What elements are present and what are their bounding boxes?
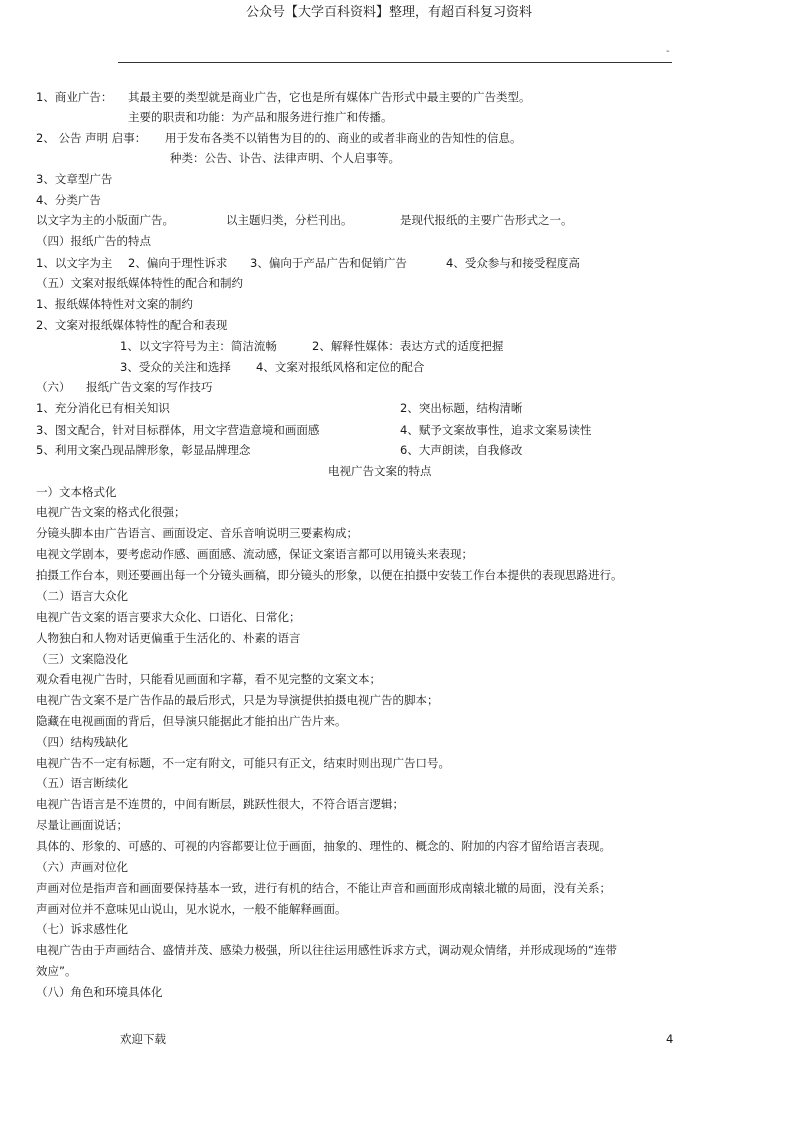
text-line: 4、赋予文案故事性，追求文案易读性 xyxy=(400,423,592,437)
page-number: 4 xyxy=(666,1032,674,1046)
text-line: 声画对位是指声音和画面要保持基本一致，进行有机的结合，不能让声音和画面形成南辕北辙的局面，没有关系； xyxy=(36,881,611,895)
section-heading: （五）文案对报纸媒体特性的配合和制约 xyxy=(36,276,243,290)
text-line: 以主题归类，分栏刊出。 xyxy=(226,213,353,227)
text-line: 4、文案对报纸风格和定位的配合 xyxy=(256,360,425,374)
text-line: 1、以文字为主 xyxy=(36,256,113,270)
header-title: 公众号【大学百科资料】整理，有超百科复习资料 xyxy=(246,5,533,20)
text-line: 3、图文配合，针对目标群体，用文字营造意境和画面感 xyxy=(36,423,320,437)
text-line: 具体的、形象的、可感的、可视的内容都要让位于画面，抽象的、理性的、概念的、附加的内容才留给语言表现。 xyxy=(36,839,611,853)
section-heading: 一）文本格式化 xyxy=(36,485,117,499)
text-line: 效应”。 xyxy=(36,964,77,978)
text-line: 2、偏向于理性诉求 xyxy=(128,256,228,270)
text-line: 分镜头脚本由广告语言、画面设定、音乐音响说明三要素构成； xyxy=(36,526,358,540)
section-heading: （三）文案隐没化 xyxy=(36,652,128,666)
text-line: 人物独白和人物对话更偏重于生活化的、朴素的语言 xyxy=(36,631,301,645)
text-line: 用于发布各类不以销售为目的的、商业的或者非商业的告知性的信息。 xyxy=(165,131,522,145)
text-line: 3、文章型广告 xyxy=(36,172,113,186)
text-line: 5、利用文案凸现品牌形象，彰显品牌理念 xyxy=(36,443,251,457)
text-line: 6、大声朗读，自我修改 xyxy=(400,443,523,457)
section-heading: （四）结构残缺化 xyxy=(36,735,128,749)
text-line: 2、 公告 声明 启事： xyxy=(36,131,147,145)
text-line: 3、受众的关注和选择 xyxy=(120,360,231,374)
header-rule xyxy=(118,62,672,63)
text-line: 1、商业广告： xyxy=(36,90,113,104)
section-title: 电视广告文案的特点 xyxy=(328,464,432,478)
text-line: 4、受众参与和接受程度高 xyxy=(446,256,580,270)
text-line: 拍摄工作台本，则还要画出每一个分镜头画稿，即分镜头的形象，以便在拍摄中安装工作台本提供的表现思路进行。 xyxy=(36,568,623,582)
text-line: 电视广告文案的语言要求大众化、口语化、日常化； xyxy=(36,610,301,624)
text-line: 电视广告不一定有标题，不一定有附文，可能只有正文，结束时则出现广告口号。 xyxy=(36,756,450,770)
text-line: 其最主要的类型就是商业广告，它也是所有媒体广告形式中最主要的广告类型。 xyxy=(128,90,531,104)
header-mark: - xyxy=(666,46,670,57)
text-line: 电视广告语言是不连贯的，中间有断层，跳跃性很大，不符合语言逻辑； xyxy=(36,797,404,811)
text-line: 以文字为主的小版面广告。 xyxy=(36,213,174,227)
section-heading: （四）报纸广告的特点 xyxy=(36,234,151,248)
section-heading: （六） xyxy=(36,380,71,394)
text-line: 1、报纸媒体特性对文案的制约 xyxy=(36,297,193,311)
text-line: 2、文案对报纸媒体特性的配合和表现 xyxy=(36,318,228,332)
text-line: 隐藏在电视画面的背后，但导演只能据此才能拍出广告片来。 xyxy=(36,714,347,728)
text-line: 4、分类广告 xyxy=(36,193,101,207)
text-line: 2、突出标题，结构清晰 xyxy=(400,401,523,415)
section-heading: （二）语言大众化 xyxy=(36,589,128,603)
text-line: 1、充分消化已有相关知识 xyxy=(36,401,170,415)
text-line: 1、以文字符号为主：简洁流畅 xyxy=(120,339,277,353)
text-line: 声画对位并不意味见山说山，见水说水，一般不能解释画面。 xyxy=(36,902,347,916)
text-line: 主要的职责和功能：为产品和服务进行推广和传播。 xyxy=(128,110,393,124)
section-heading: （五）语言断续化 xyxy=(36,776,128,790)
text-line: 种类：公告、讣告、法律声明、个人启事等。 xyxy=(170,151,400,165)
text-line: 2、解释性媒体：表达方式的适度把握 xyxy=(312,339,504,353)
text-line: 是现代报纸的主要广告形式之一。 xyxy=(400,213,573,227)
section-heading: 报纸广告文案的写作技巧 xyxy=(86,380,213,394)
section-heading: （八）角色和环境具体化 xyxy=(36,985,163,999)
text-line: 电视广告文案不是广告作品的最后形式，只是为导演提供拍摄电视广告的脚本； xyxy=(36,693,439,707)
text-line: 观众看电视广告时，只能看见画面和字幕，看不见完整的文案文本； xyxy=(36,672,381,686)
text-line: 电视文学剧本，要考虑动作感、画面感、流动感，保证文案语言都可以用镜头来表现； xyxy=(36,547,473,561)
section-heading: （六）声画对位化 xyxy=(36,860,128,874)
text-line: 电视广告由于声画结合、盛情并茂、感染力极强，所以往往运用感性诉求方式，调动观众情绪，并形成现场的“连带 xyxy=(36,943,617,957)
text-line: 尽量让画面说话； xyxy=(36,818,128,832)
section-heading: （七）诉求感性化 xyxy=(36,922,128,936)
text-line: 电视广告文案的格式化很强； xyxy=(36,505,186,519)
footer-download-label: 欢迎下载 xyxy=(120,1032,166,1046)
text-line: 3、偏向于产品广告和促销广告 xyxy=(250,256,407,270)
